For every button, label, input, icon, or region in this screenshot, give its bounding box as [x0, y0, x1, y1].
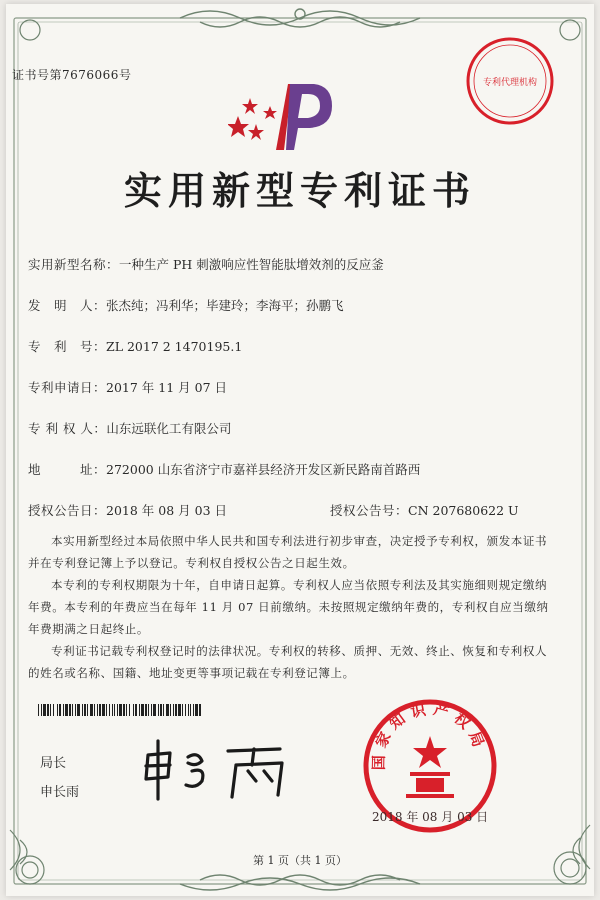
- field-patentee: [28, 419, 231, 437]
- body-paragraph: 专利证书记载专利权登记时的法律状况。专利权的转移、质押、无效、终止、恢复和专利权人的姓名或名称、国籍、地址变更等事项记载在专利登记簿上。: [28, 644, 548, 680]
- field-grant-date: [28, 501, 227, 519]
- field-label: 实用新型名称：: [28, 257, 120, 272]
- field-value: 2018 年 08 月 03 日: [106, 503, 228, 518]
- field-value: ZL 2017 2 1470195.1: [106, 339, 243, 354]
- body-paragraph: 本专利的专利权期限为十年，自申请日起算。专利权人应当依照专利法及其实施细则规定缴纳年费。本专利的年费应当在每年 11 月 07 日前缴纳。未按照规定缴纳年费的，专利权自应当缴纳年费期满之日起终止。: [28, 578, 549, 636]
- seal-date: 2018 年 08 月 03 日: [372, 810, 489, 824]
- field-label: 地 址：: [28, 462, 107, 477]
- field-patent-number: [28, 337, 242, 355]
- field-value: 山东远联化工有限公司: [106, 421, 232, 436]
- certificate-body: [28, 530, 558, 684]
- field-value: 2017 年 11 月 07 日: [106, 380, 228, 395]
- field-label: 专 利 权 人：: [28, 421, 107, 436]
- field-label: 专利申请日：: [28, 380, 107, 395]
- field-label: 发 明 人：: [28, 298, 107, 313]
- field-value: 272000 山东省济宁市嘉祥县经济开发区新民路南首路西: [106, 462, 421, 477]
- field-filing-date: [28, 378, 227, 396]
- body-paragraph: 本实用新型经过本局依照中华人民共和国专利法进行初步审查，决定授予专利权，颁发本证书并在专利登记簿上予以登记。专利权自授权公告之日起生效。: [28, 534, 548, 570]
- certificate-title: 实用新型专利证书: [123, 168, 476, 213]
- field-value: CN 207680622 U: [408, 503, 519, 518]
- field-label: 授权公告日：: [28, 503, 107, 518]
- field-label: 授权公告号：: [330, 503, 409, 518]
- certificate-number: 证书号第7676066号: [12, 68, 132, 82]
- field-address: [28, 460, 420, 478]
- field-grant-number: [330, 501, 519, 519]
- signatory-name: 申长雨: [40, 785, 80, 800]
- sipo-logo: [228, 78, 348, 158]
- handwritten-signature: [140, 735, 310, 805]
- field-value: 一种生产 PH 刺激响应性智能肽增效剂的反应釜: [119, 257, 384, 272]
- field-value: 张杰纯；冯利华；毕建玲；李海平；孙鹏飞: [106, 298, 344, 313]
- barcode: [38, 704, 202, 716]
- svg-text:专利代理机构: 专利代理机构: [482, 78, 538, 88]
- field-label: 专 利 号：: [28, 339, 107, 354]
- page-number: 第 1 页（共 1 页）: [253, 854, 347, 867]
- field-inventors: [28, 296, 344, 314]
- agency-stamp: [464, 35, 556, 127]
- field-utility-name: [28, 255, 384, 273]
- signatory-title: 局长: [40, 756, 67, 771]
- svg-text:国家知识产权局: 国家知识产权局: [369, 699, 490, 771]
